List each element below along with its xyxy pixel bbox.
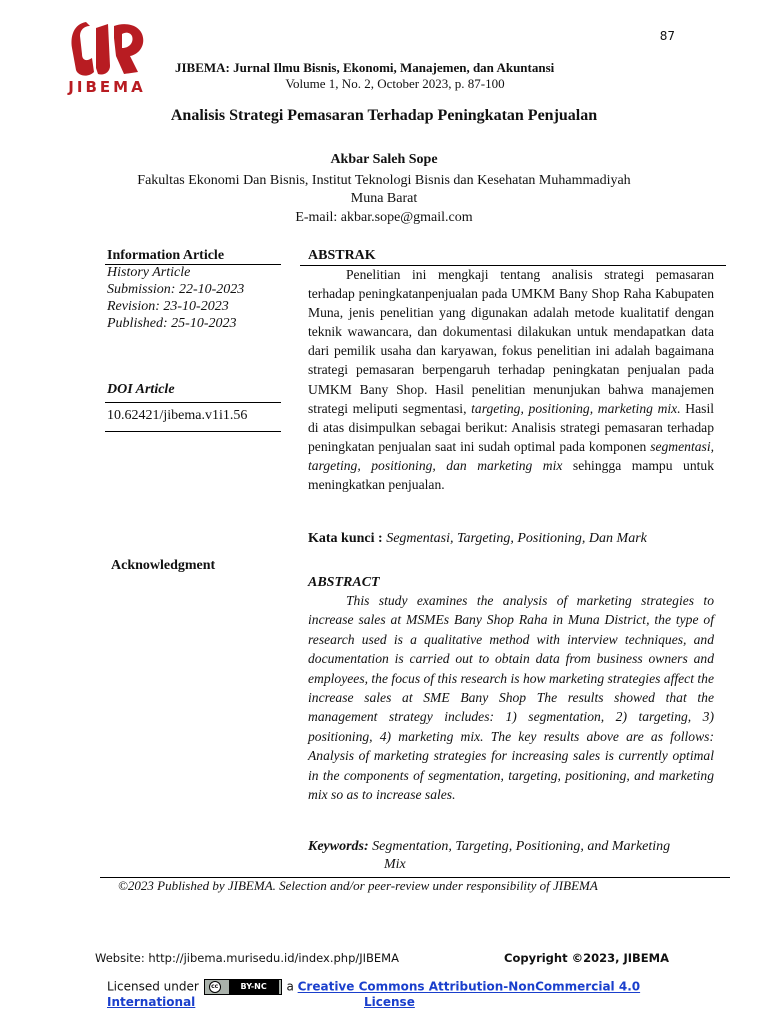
logo-text: JIBEMA (68, 78, 146, 96)
author-name: Akbar Saleh Sope (330, 152, 438, 167)
doi-heading: DOI Article (107, 382, 175, 397)
website-url: Website: http://jibema.murisedu.id/index.php/JIBEMA (95, 951, 399, 965)
cc-by-nc-badge-icon[interactable]: cc BY-NC (204, 979, 282, 995)
logo-mark-icon (56, 18, 156, 80)
copyright-footer: Copyright ©2023, JIBEMA (504, 951, 670, 965)
submission-date: Submission: 22-10-2023 (107, 282, 245, 297)
page-number: 87 (659, 29, 675, 43)
paper-title: Analisis Strategi Pemasaran Terhadap Peningkatan Penjualan (170, 107, 598, 124)
history-label: History Article (107, 265, 191, 280)
journal-volume: Volume 1, No. 2, October 2023, p. 87-100 (285, 76, 505, 91)
copyright-notice: ©2023 Published by JIBEMA. Selection and/or peer-review under responsibility of JIBEMA (118, 878, 598, 893)
doi-value: 10.62421/jibema.v1i1.56 (107, 408, 248, 423)
doi-rule (105, 402, 281, 403)
license-line: Licensed under cc BY-NC a Creative Commons Attribution-NonCommercial 4.0 International (107, 979, 641, 1009)
journal-logo (56, 18, 156, 102)
info-heading: Information Article (107, 248, 225, 263)
license-link[interactable]: Creative Commons Attribution-NonCommercial 4.0 International (107, 979, 641, 1009)
kata-kunci: Kata kunci : Segmentasi, Targeting, Positioning, Dan Mark (308, 531, 647, 546)
doi-rule-bottom (105, 431, 281, 432)
abstract-body: This study examines the analysis of marketing strategies to increase sales at MSMEs Bany Shop Raha in Muna District, the type of research used is a qualitative method with interview techniques, and documentation is carried out to obtain data from business owners and employees, the focus of this research is how marketing strategies affect the increase sales at SME Bany Shop The results showed that the management strategy includes: 1) segmentation, 2) targeting, 3) positioning, 4) marketing mix. The key results above are as follows: Analysis of marketing strategies for increasing sales is currently optimal in the components of segmentation, targeting, positioning, and marketing mix so as to increase sales. (308, 593, 714, 803)
abstrak-heading: ABSTRAK (308, 248, 376, 263)
affiliation-line2: Muna Barat (350, 191, 418, 206)
affiliation-line1: Fakultas Ekonomi Dan Bisnis, Institut Teknologi Bisnis dan Kesehatan Muhammadiyah (137, 173, 631, 188)
journal-title: JIBEMA: Jurnal Ilmu Bisnis, Ekonomi, Manajemen, dan Akuntansi (175, 60, 555, 75)
published-date: Published: 25-10-2023 (107, 316, 237, 331)
author-email: E-mail: akbar.sope@gmail.com (295, 210, 473, 225)
revision-date: Revision: 23-10-2023 (107, 299, 229, 314)
keywords: Keywords: Segmentation, Targeting, Positioning, and Marketing Mix (308, 839, 671, 872)
abstract-heading: ABSTRACT (308, 575, 380, 590)
license-link-continued[interactable]: License (364, 995, 415, 1009)
acknowledgment-heading: Acknowledgment (111, 558, 216, 573)
cc-icon: cc (209, 981, 221, 993)
abstrak-body: Penelitian ini mengkaji tentang analisis strategi pemasaran terhadap peningkatanpenjualan pada UMKM Bany Shop Raha Kabupaten Muna, jenis penelitian yang digunakan adalah metode kualitatif dengan teknik wawancara, dan dokumentasi dilakukan untuk mendapatkan data dari pemilik usaha dan karyawan, fokus penelitian ini adalah bagaimana strategi pemasaran berpengaruh terhadap peningkatan penjualan pada UMKM Bany Shop. Hasil penelitian menunjukan bahwa manajemen strategi meliputi segmentasi, targeting, positioning, marketing mix. Hasil di atas disimpulkan sebagai berikut: Analisis strategi pemasaran terhadap peningkatan penjualan saat ini sudah optimal pada komponen segmentasi, targeting, positioning, dan marketing mix sehingga mampu untuk meningkatkan penjualan. (308, 267, 714, 493)
